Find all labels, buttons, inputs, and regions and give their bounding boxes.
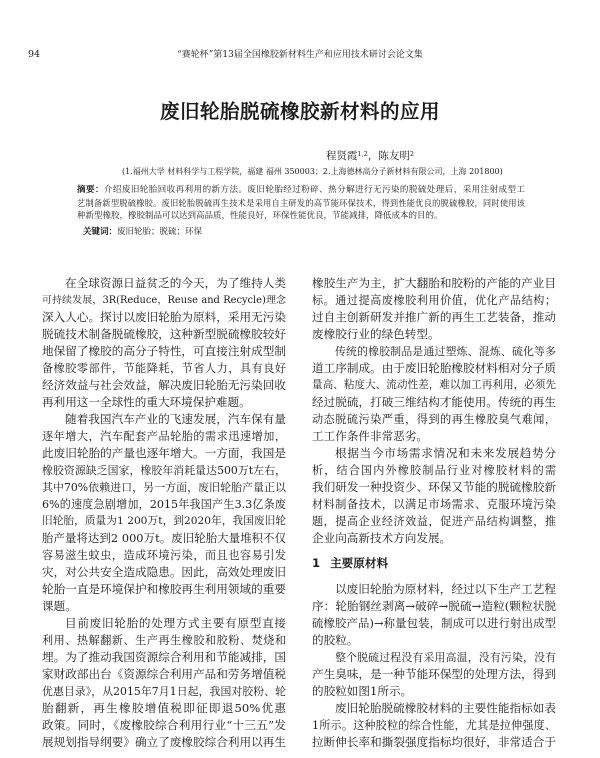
text-line: 政策。同时，《废橡胶综合利用行业“十三五”发	[42, 718, 286, 732]
text-line: 再利用这一全球性的重大环境保护难题。	[42, 395, 251, 409]
text-line: 旧轮胎，质量为1 200万t，到2020年，我国废旧轮	[42, 515, 286, 527]
abstract-line: 艺制备新型脱硫橡胶。废旧轮胎脱硫再生技术是采用自主研发的高节能环保技术，得到性能优良的脱硫橡胶，同时使用该	[77, 198, 525, 208]
text-line: 的胶粒。	[312, 633, 359, 647]
paragraph	[312, 343, 556, 445]
text-line: 逐年增大，汽车配套产品轮胎的需求迅速增加，	[42, 430, 286, 443]
text-line: 其中70%依赖进口，另一方面，废旧轮胎产量正以	[42, 481, 286, 494]
author-separator: ，	[367, 150, 379, 162]
text-line: 析，结合国内外橡胶制品行业对橡胶材料的需	[312, 464, 556, 477]
text-line: 脱硫技术制备脱硫橡胶，这种新型脱硫橡胶较好	[42, 327, 286, 341]
text-line: 根据当今市场需求情况和未来发展趋势分	[335, 446, 556, 460]
text-line: 家财政部出台《资源综合利用产品和劳务增值税	[42, 667, 286, 681]
text-line: 地保留了橡胶的高分子特性，可直接注射成型制	[42, 344, 286, 358]
section-title: 主要原材料	[330, 556, 389, 570]
running-title: “赛轮杯”第13届全国橡胶新材料生产和应用技术研讨会论文集	[177, 50, 423, 60]
author-name: 陈友明	[378, 150, 410, 162]
text-line: 在全球资源日益贫乏的今天，为了维持人类	[65, 276, 286, 290]
text-line: 传统的橡胶制品是通过塑炼、混炼、硫化等多	[335, 345, 556, 358]
abstract-label: 摘要：	[77, 185, 104, 195]
text-line: 废橡胶行业的绿色转型。	[312, 327, 440, 341]
text-line: 经济效益与社会效益，解决废旧轮胎无污染回收	[42, 378, 286, 392]
text-line: 的胶粒如图1所示。	[312, 684, 413, 698]
abstract-line	[77, 184, 525, 197]
paragraph	[42, 615, 286, 751]
text-line: 课题。	[42, 599, 77, 613]
text-line: 整个脱硫过程没有采用高温，没有污染，没有	[335, 651, 556, 664]
article-title: 废旧轮胎脱硫橡胶新材料的应用	[159, 100, 440, 123]
text-line: 优惠目录》，从2015年7月1日起，我国对胶粉、轮	[42, 685, 286, 698]
text-line: 拉断伸长率和撕裂强度指标均很好，非常适合于	[312, 735, 556, 749]
author-affiliation-mark: 1,2	[357, 150, 368, 158]
text-line: 灾，对公共安全造成隐患。因此，高效处理废旧	[42, 565, 286, 579]
text-line: 橡胶生产为主，扩大翻胎和胶粉的产能的产业目	[312, 276, 556, 290]
author-name: 程贤霞	[326, 150, 358, 162]
text-line: 序：轮胎钢丝剥离→破碎→脱硫→造粒(颗粒状脱	[312, 599, 556, 613]
text-line: 道工序制成。由于废旧轮胎橡胶材料相对分子质	[312, 361, 556, 375]
text-line: 利用、热解翻新、生产再生橡胶和胶粉、焚烧和	[42, 634, 286, 647]
text-line: 展规划指导纲要》确立了废橡胶综合利用以再生	[42, 735, 286, 749]
text-line: 深入人心。探讨以废旧轮胎为原料，采用无污染	[42, 310, 286, 324]
text-line: 企业向高新技术方向发展。	[312, 531, 452, 545]
text-line: 动态脱硫污染严重，得到的再生橡胶臭气难闻，	[312, 413, 556, 426]
keywords-label: 关键词：	[83, 227, 118, 237]
section-number: 1	[312, 556, 321, 570]
text-line: 胎翻新，再生橡胶增值税即征即退50%优惠	[42, 701, 286, 715]
text-line: 题，提高企业经济效益，促进产品结构调整，推	[312, 515, 556, 528]
paragraph	[42, 411, 286, 615]
right-column	[312, 275, 556, 751]
text-line: 1所示。这种胶粒的综合性能，尤其是拉伸强度、	[312, 719, 556, 732]
text-line: 以废旧轮胎为原材料，经过以下生产工艺程	[335, 582, 556, 596]
text-line: 随着我国汽车产业的飞速发展，汽车保有量	[65, 412, 286, 426]
text-line: 轮胎一直是环境保护和橡胶再生利用领域的重要	[42, 582, 286, 596]
paragraph	[312, 445, 556, 547]
author-list	[326, 150, 414, 163]
left-column	[42, 275, 286, 751]
text-line: 备橡胶零部件，节能降耗，节省人力，具有良好	[42, 362, 286, 375]
affiliation: (1.福州大学 材料科学与工程学院，福建 福州 350003；2.上海德林高分子新材料有限公司，上海 201800)	[122, 167, 503, 176]
paragraph	[312, 649, 556, 700]
text-line: 可持续发展，3R(Reduce，Reuse and Recycle)理念	[42, 295, 286, 306]
text-line: 废旧轮胎脱硫橡胶材料的主要性能指标如表	[335, 701, 556, 715]
text-line: 产生臭味，是一种节能环保型的处理方法，得到	[312, 667, 556, 681]
text-line: 此废旧轮胎的产量也逐年增大。一方面，我国是	[42, 446, 286, 460]
paragraph	[312, 581, 556, 649]
keywords	[83, 226, 202, 239]
section-heading	[312, 555, 556, 572]
text-line: 6%的速度急剧增加，2015年我国产生3.3亿条废	[42, 498, 286, 511]
text-line: 容易滋生蚊虫，造成环境污染，而且也容易引发	[42, 549, 286, 562]
text-line: 目前废旧轮胎的处理方式主要有原型直接	[65, 616, 286, 630]
text-line: 标。通过提高废橡胶利用价值，优化产品结构；	[312, 294, 556, 307]
keywords-text: 废旧轮胎；脱硫；环保	[117, 227, 203, 237]
page-number: 94	[28, 49, 41, 60]
paragraph	[42, 275, 286, 411]
abstract-line: 种新型橡胶，橡胶制品可以达到高品质，性能良好，环保性能优良，节能减排，降低成本的目的。	[77, 211, 443, 221]
text-line: 工工作条件非常恶劣。	[312, 429, 428, 443]
author-affiliation-mark: 2	[409, 150, 414, 158]
text-line: 经过脱硫，打破三维结构才能使用。传统的再生	[312, 395, 556, 409]
abstract	[77, 184, 525, 223]
abstract-text: 介绍废旧轮胎回收再利用的新方法。废旧轮胎经过粉碎、热分解进行无污染的脱硫处理后，采用注射成型工	[103, 185, 525, 195]
text-line: 硫橡胶产品)→称量包装，制成可以进行射出成型	[312, 616, 556, 630]
text-line: 橡胶资源缺乏国家，橡胶年消耗量达500万t左右，	[42, 464, 286, 477]
text-line: 过自主创新研发并推广新的再生工艺装备，推动	[312, 310, 556, 324]
paragraph	[312, 275, 556, 343]
text-line: 材料制备技术，以满足市场需求、克服环境污染	[312, 498, 556, 511]
text-line: 胎产量将达到2 000万t。废旧轮胎大量堆积不仅	[42, 531, 286, 545]
paragraph	[312, 700, 556, 751]
text-line: 我们研发一种投资少、环保又节能的脱硫橡胶新	[312, 480, 556, 494]
text-line: 量高、粘度大、流动性差，难以加工再利用，必须先	[312, 379, 556, 391]
text-line: 埋。为了推动我国资源综合利用和节能减排，国	[42, 650, 286, 664]
